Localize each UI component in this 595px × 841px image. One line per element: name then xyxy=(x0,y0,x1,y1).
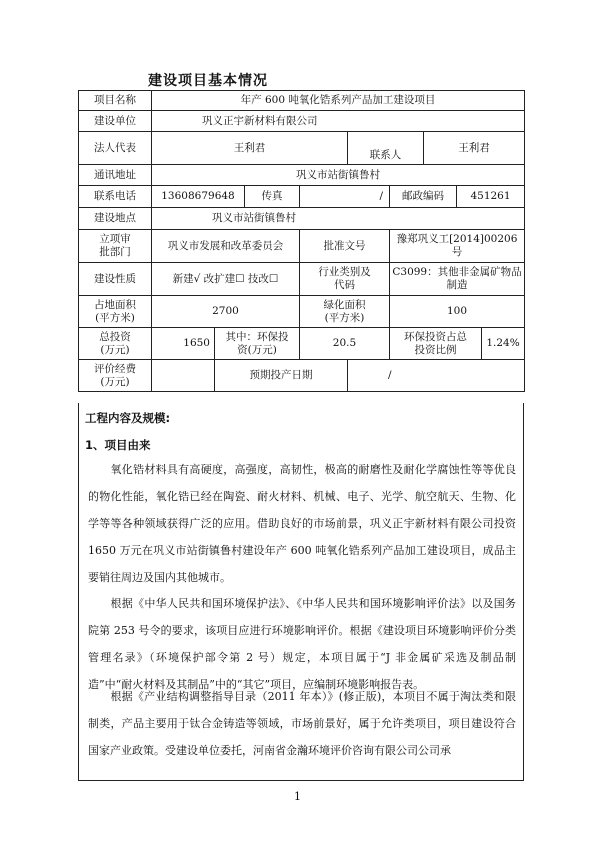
site-value: 巩义市站街镇鲁村 xyxy=(152,208,525,230)
green-value: 100 xyxy=(390,296,525,328)
env-ratio-value: 1.24% xyxy=(482,328,525,360)
section-title: 建设项目基本情况 xyxy=(148,73,268,89)
content-heading: 工程内容及规模: xyxy=(85,411,171,425)
postcode-value: 451261 xyxy=(457,186,525,208)
eval-fee-value xyxy=(152,360,215,392)
industry-label: 行业类别及 代码 xyxy=(300,263,390,296)
env-invest-value: 20.5 xyxy=(300,328,390,360)
paragraph-policy: 根据《产业结构调整指导目录（2011 年本）》(修正版)，本项目不属于淘汰类和限制类，产品主要用于钛合金铸造等领域，市场前景好，属于允许类项目，项目建设符合国家产业政策。受建设单位委托，河南省金瀚环境评价咨询有限公司公司承 xyxy=(88,690,516,757)
fax-value: / xyxy=(300,186,390,208)
phone-value: 13608679648 xyxy=(152,186,245,208)
builder-label: 建设单位 xyxy=(79,111,152,132)
table-row xyxy=(79,111,525,132)
area-label: 占地面积 (平方米) xyxy=(79,296,152,328)
approval-dept-label: 立项审 批部门 xyxy=(79,230,152,263)
builder-value: 巩义正宇新材料有限公司 xyxy=(152,111,525,132)
project-info-table xyxy=(78,90,525,392)
legal-rep-value: 王利君 xyxy=(152,132,348,165)
industry-value: C3099：其他非金属矿物品 制造 xyxy=(390,263,525,296)
start-date-value: / xyxy=(348,360,525,392)
contact-value: 王利君 xyxy=(424,132,525,165)
legal-rep-label: 法人代表 xyxy=(79,132,152,165)
approval-no-value: 豫郑巩义工[2014]00206 号 xyxy=(390,230,525,263)
project-name-label: 项目名称 xyxy=(79,91,152,111)
project-name-value: 年产 600 吨氧化锆系列产品加工建设项目 xyxy=(152,91,525,111)
fax-label: 传真 xyxy=(245,186,300,208)
green-label: 绿化面积 (平方米) xyxy=(300,296,390,328)
table-row xyxy=(79,263,525,296)
table-row xyxy=(79,208,525,230)
table-row xyxy=(79,328,525,360)
table-row xyxy=(79,360,525,392)
postcode-label: 邮政编码 xyxy=(390,186,457,208)
site-label: 建设地点 xyxy=(79,208,152,230)
page-number: 1 xyxy=(294,790,301,803)
nature-value: 新建√ 改扩建☐ 技改☐ xyxy=(152,263,300,296)
env-invest-label: 其中：环保投 资(万元) xyxy=(215,328,300,360)
invest-label: 总投资 (万元) xyxy=(79,328,152,360)
table-row xyxy=(79,91,525,111)
table-row xyxy=(79,132,525,165)
section-heading: 1、项目由来 xyxy=(85,438,151,452)
table-row xyxy=(79,165,525,186)
contact-label: 联系人 xyxy=(348,132,424,165)
area-value: 2700 xyxy=(152,296,300,328)
nature-label: 建设性质 xyxy=(79,263,152,296)
address-value: 巩义市站街镇鲁村 xyxy=(152,165,525,186)
eval-fee-label: 评价经费 (万元) xyxy=(79,360,152,392)
address-label: 通讯地址 xyxy=(79,165,152,186)
table-row xyxy=(79,296,525,328)
invest-value: 1650 xyxy=(152,328,215,360)
env-ratio-label: 环保投资占总 投资比例 xyxy=(390,328,482,360)
paragraph-background: 氧化锆材料具有高硬度，高强度，高韧性，极高的耐磨性及耐化学腐蚀性等等优良的物化性能，氧化锆已经在陶瓷、耐火材料、机械、电子、光学、航空航天、生物、化学等等各种领域获得广泛的应用。借助良好的市场前景，巩义正宇新材料有限公司投资 1650 万元在巩义市站街镇鲁村建设年产 600 吨氧化锆系列产品加工建设项目，成品主要销往周边及国内其他城市。 xyxy=(88,463,516,584)
start-date-label: 预期投产日期 xyxy=(215,360,348,392)
approval-dept-value: 巩义市发展和改革委员会 xyxy=(152,230,300,263)
paragraph-legal-basis: 根据《中华人民共和国环境保护法》、《中华人民共和国环境影响评价法》以及国务院第 253 号令的要求，该项目应进行环境影响评价。根据《建设项目环境影响评价分类管理名录》（环境保护部令第 2 号）规定，本项目属于“J 非金属矿采选及制品制造”中“耐火材料及其制品”中的“其它”项目，应编制环境影响报告表。 xyxy=(88,597,516,691)
phone-label: 联系电话 xyxy=(79,186,152,208)
table-row xyxy=(79,230,525,263)
approval-no-label: 批准文号 xyxy=(300,230,390,263)
table-row xyxy=(79,186,525,208)
